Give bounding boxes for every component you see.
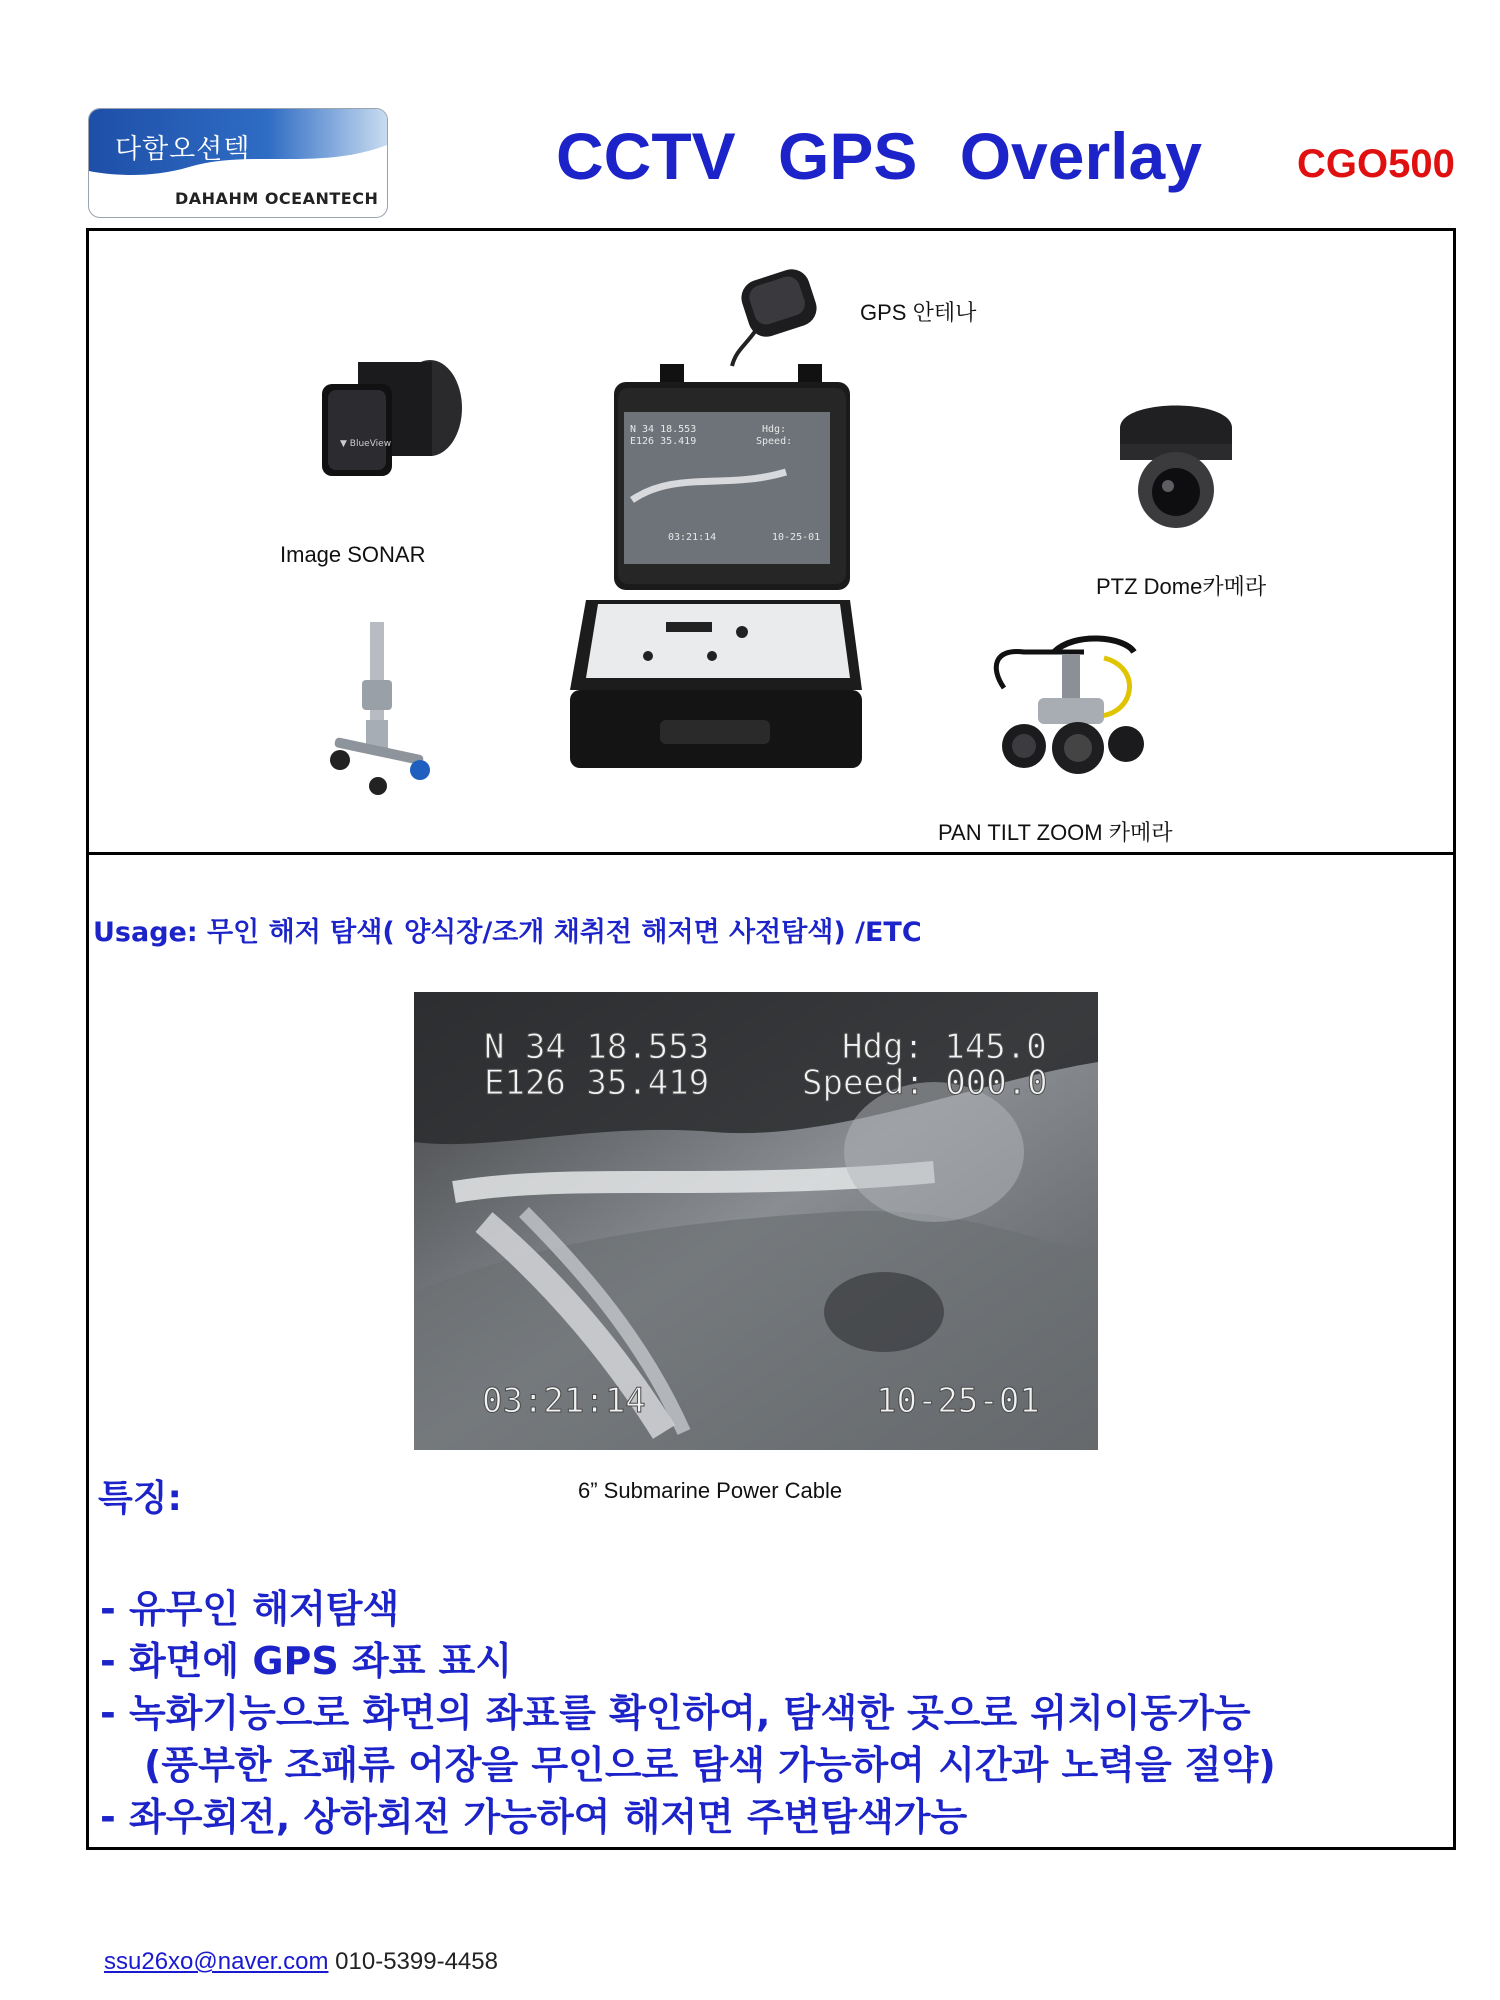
svg-text:E126 35.419: E126 35.419 — [630, 436, 697, 447]
control-case-image — [566, 360, 866, 772]
photo-caption: 6” Submarine Power Cable — [578, 1478, 843, 1503]
overlay-latitude: N 34 18.553 — [484, 1027, 710, 1067]
cctv-overlay-photo — [414, 992, 1098, 1450]
logo-english-name: DAHAHM OCEANTECH — [175, 189, 379, 208]
model-number: CGO500 — [1297, 142, 1455, 186]
feature-item: - 녹화기능으로 화면의 좌표를 확인하여, 탐색한 곳으로 위치이동가능 — [100, 1691, 1251, 1735]
svg-text:▼ BlueView: ▼ BlueView — [340, 439, 392, 449]
image-sonar-label: Image SONAR — [280, 542, 426, 567]
image-sonar-image — [318, 350, 464, 482]
svg-text:10-25-01: 10-25-01 — [772, 532, 821, 543]
footer-contact — [104, 1948, 498, 1976]
page-title: CCTV GPS Overlay — [556, 119, 1202, 193]
pan-tilt-zoom-camera-image — [984, 628, 1154, 796]
svg-text:N 34 18.553: N 34 18.553 — [630, 424, 697, 435]
overlay-date: 10-25-01 — [876, 1381, 1040, 1421]
company-logo — [88, 108, 388, 218]
section-divider — [86, 852, 1456, 855]
logo-korean-name: 다함오션텍 — [115, 134, 251, 165]
feature-item: - 좌우회전, 상하회전 가능하여 해저면 주변탐색가능 — [100, 1795, 968, 1839]
features-title: 특징: — [98, 1478, 182, 1519]
ptz-dome-camera-image — [1110, 388, 1242, 536]
overlay-speed: Speed: 000.0 — [802, 1063, 1048, 1103]
sonar-mount-pole-image — [318, 620, 442, 796]
overlay-heading: Hdg: 145.0 — [842, 1027, 1047, 1067]
feature-item: - 화면에 GPS 좌표 표시 — [100, 1639, 513, 1683]
submarine-cable-scene — [414, 992, 1098, 1450]
ptz-dome-label: PTZ Dome카메라 — [1096, 574, 1267, 599]
feature-item: (풍부한 조패류 어장을 무인으로 탐색 가능하여 시간과 노력을 절약) — [144, 1743, 1276, 1787]
pan-tilt-zoom-label: PAN TILT ZOOM 카메라 — [938, 820, 1173, 845]
footer-email-link[interactable]: ssu26xo@naver.com — [104, 1948, 329, 1975]
svg-text:Speed:: Speed: — [756, 436, 793, 447]
svg-text:Hdg:: Hdg: — [762, 424, 787, 435]
footer-phone: 010-5399-4458 — [335, 1948, 498, 1975]
feature-item: - 유무인 해저탐색 — [100, 1587, 400, 1631]
usage-text: Usage: 무인 해저 탐색( 양식장/조개 채취전 해저면 사전탐색) /ETC — [93, 917, 922, 948]
gps-antenna-label: GPS 안테나 — [860, 300, 977, 325]
svg-text:03:21:14: 03:21:14 — [668, 532, 717, 543]
overlay-longitude: E126 35.419 — [484, 1063, 710, 1103]
gps-antenna-image — [726, 260, 844, 370]
overlay-time: 03:21:14 — [482, 1381, 646, 1421]
